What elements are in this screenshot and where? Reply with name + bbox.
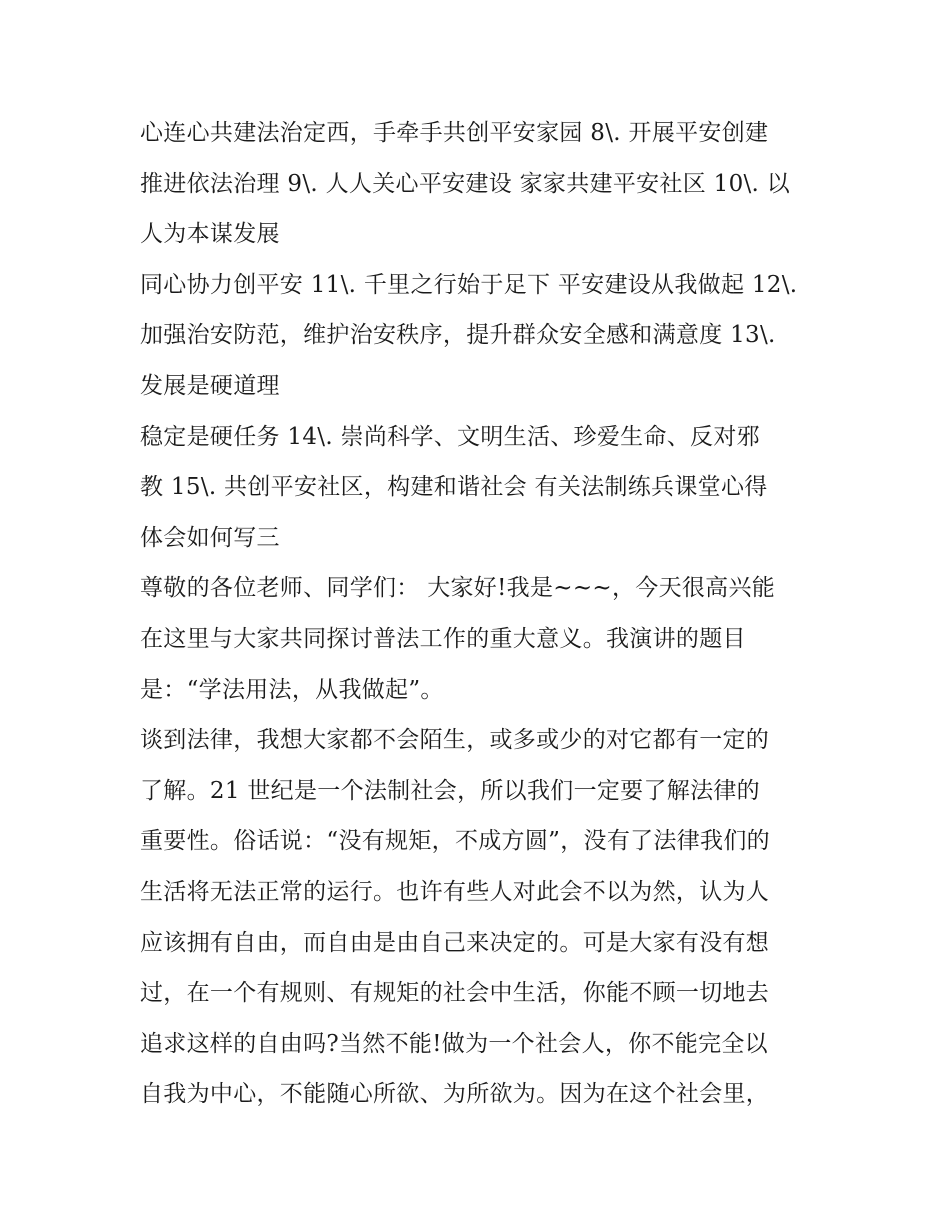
text-line: 自我为中心，不能随心所欲、为所欲为。因为在这个社会里， bbox=[140, 1081, 770, 1108]
text-line: 人为本谋发展 bbox=[140, 221, 280, 248]
text-line: 谈到法律，我想大家都不会陌生，或多或少的对它都有一定的 bbox=[140, 727, 770, 754]
text-line: 尊敬的各位老师、同学们： 大家好!我是~~~，今天很高兴能 bbox=[140, 575, 776, 602]
text-line: 稳定是硬任务 14\. 崇尚科学、文明生活、珍爱生命、反对邪 bbox=[140, 423, 760, 450]
text-line: 在这里与大家共同探讨普法工作的重大意义。我演讲的题目 bbox=[140, 625, 746, 652]
text-line: 了解。21 世纪是一个法制社会，所以我们一定要了解法律的 bbox=[140, 777, 760, 804]
text-line: 追求这样的自由吗?当然不能!做为一个社会人，你不能完全以 bbox=[140, 1030, 768, 1057]
text-line: 生活将无法正常的运行。也许有些人对此会不以为然，认为人 bbox=[140, 878, 770, 905]
text-line: 体会如何写三 bbox=[140, 524, 280, 551]
text-line: 重要性。俗话说：“没有规矩，不成方圆”，没有了法律我们的 bbox=[140, 828, 770, 855]
text-line: 同心协力创平安 11\. 千里之行始于足下 平安建设从我做起 12\. bbox=[140, 271, 798, 298]
text-line: 推进依法治理 9\. 人人关心平安建设 家家共建平安社区 10\. 以 bbox=[140, 170, 791, 197]
text-line: 心连心共建法治定西，手牵手共创平安家园 8\. 开展平安创建 bbox=[140, 120, 769, 146]
text-line: 发展是硬道理 bbox=[140, 372, 280, 399]
document-body bbox=[140, 108, 820, 1120]
text-line: 教 15\. 共创平安社区，构建和谐社会 有关法制练兵课堂心得 bbox=[140, 474, 768, 501]
text-line: 应该拥有自由，而自由是由自己来决定的。可是大家有没有想 bbox=[140, 929, 770, 956]
text-line: 过，在一个有规则、有规矩的社会中生活，你能不顾一切地去 bbox=[140, 980, 770, 1007]
text-line: 是：“学法用法，从我做起”。 bbox=[140, 676, 444, 703]
text-line: 加强治安防范，维护治安秩序，提升群众安全感和满意度 13\. bbox=[140, 322, 776, 349]
